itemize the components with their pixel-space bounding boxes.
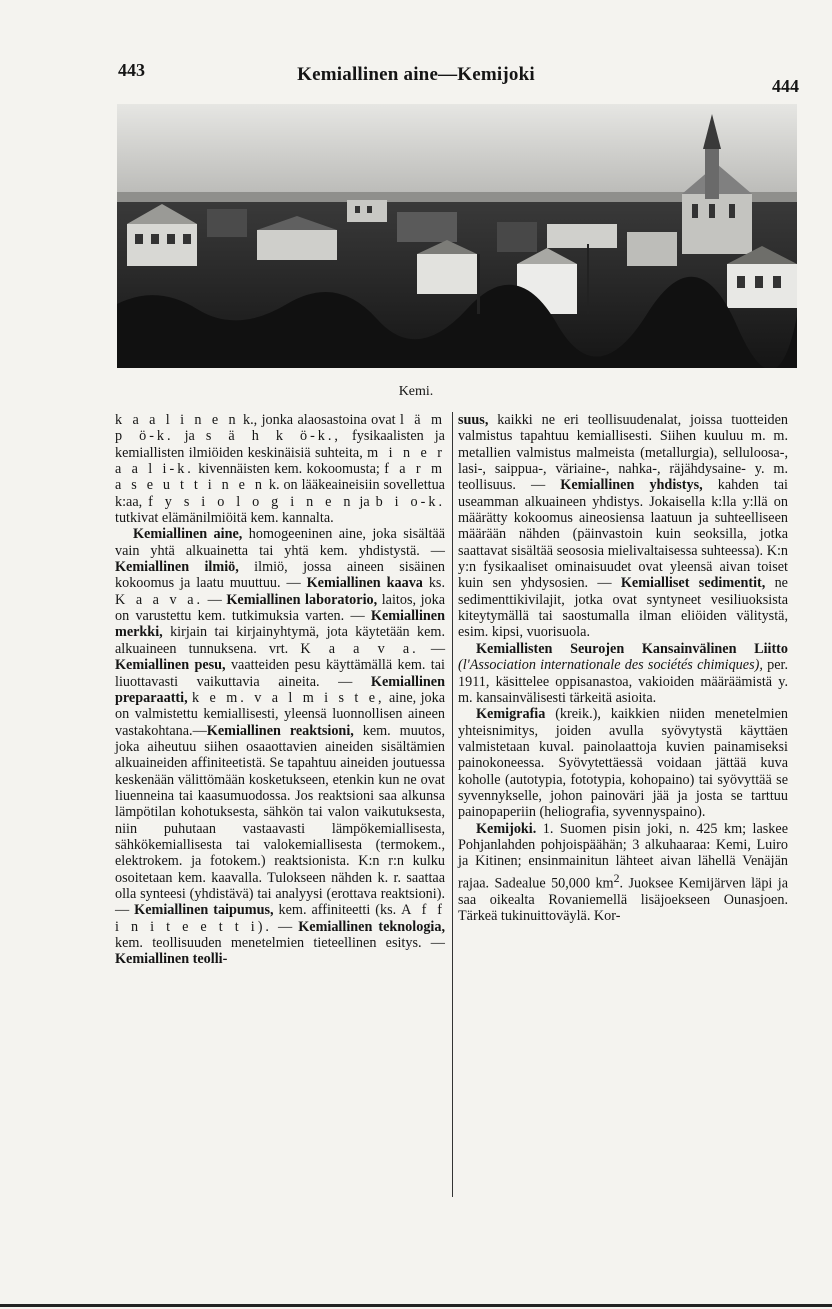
text: (kreik.), kaikkien niiden menetelmien yhteisnimitys, joiden avulla syövytystä käyttäen valmistetaan kuval. painolaattoja kuvien painamiseksi painokoneessa. Syövytettäessä voidaan jättää kuva koholle (autotypia, fototypia, kohopaino) tai syövyttää se syvennykselle, johon painoväri jää ja josta se tarttuu painopaperiin (heliografia, syvennyspaino). xyxy=(458,706,788,821)
text: — xyxy=(271,918,299,935)
entry-headword: Kemiallinen teolli- xyxy=(115,951,228,968)
text: fysikaalisten ja kemiallisten ilmiöiden keskinäisiä suhteita, xyxy=(115,428,445,461)
entry-headword: Kemiallinen kaava xyxy=(306,575,423,592)
entry-headword: Kemiallinen aine, xyxy=(133,526,243,543)
entry-headword: Kemiallinen pesu, xyxy=(115,657,226,674)
cross-reference: K a a v a. xyxy=(300,640,419,657)
entry-headword: Kemiallinen yhdistys, xyxy=(560,477,703,494)
figure-caption: Kemi. xyxy=(398,384,434,399)
text: laitos, joka on varustettu kem. tutkimuksia varten. — xyxy=(115,591,446,625)
text: ja xyxy=(353,493,376,510)
entry-headword: Kemigrafia xyxy=(476,706,546,723)
text: kem. affiniteetti (ks. xyxy=(273,902,402,919)
text: 1. Suomen pisin joki, n. 425 km; laskee Pohjanlahden pohjoispäähän; 3 alkuhaaraa: Kemi, Luiro ja Kitinen; ensinmainitun lähteet aivan lähellä Venäjän rajaa. Sadealue 50,000 km xyxy=(458,820,788,892)
paragraph xyxy=(458,412,788,641)
right-column xyxy=(458,412,788,924)
text: homogeeninen aine, joka sisältää vain yhtä alkuainetta tai yhtä kem. yhdistystä. — xyxy=(115,526,445,559)
text: . Juoksee Kemijärven läpi ja saa oikealta Rovaniemellä lisäjoekseen Ounasjoen. Tärkeä tukinuittoväylä. Kor- xyxy=(458,875,788,925)
term-spaced: b i o-k. xyxy=(375,493,445,510)
text: k. on lääkeaineisiin sovellettua k:aa, xyxy=(115,477,445,510)
term-spaced: k a a l i n e n xyxy=(115,412,239,428)
text: kirjain tai kirjainyhtymä, jota käytetään kem. alkuaineen tunnuksena. vrt. xyxy=(115,624,445,657)
term-spaced: s ä h k ö-k., xyxy=(205,428,341,445)
entry-headword: Kemiallinen teknologia, xyxy=(298,918,445,935)
superscript: 2 xyxy=(613,870,620,885)
term-spaced: f y s i o l o g i n e n xyxy=(148,493,354,510)
text: k., jonka alaosastoina ovat xyxy=(238,412,400,428)
running-head: Kemiallinen aine—Kemijoki xyxy=(297,64,535,85)
entry-headword: Kemiallisten Seurojen Kansainvälinen Liitto xyxy=(476,640,788,657)
entry-headword: suus, xyxy=(458,412,489,428)
text: kahden tai useamman alkuaineen yhdistys. Jokaisella k:lla y:llä on määrätty kokoomus aineosiensa laatuun ja suhteelliseen määrään nähden (päinvastoin kuin seoksilla, jotka saattavat sisältää seososia mielivaltaisessa suhteessa). K:n y:n fysikaaliset ominaisuudet ovat yleensä aivan toiset kuin sen yhdysosien. — xyxy=(458,477,788,592)
entry-headword: Kemiallinen merkki, xyxy=(115,608,445,641)
cross-reference: K a a v a. xyxy=(115,591,204,608)
text: — xyxy=(203,591,227,608)
text: per. 1911, käsittelee oppisanastoa, vakioiden määräämistä y. m. kansainvälisesti tärkeitä asioita. xyxy=(458,657,788,706)
cross-reference: A f f i n i t e e t t i). xyxy=(115,902,445,935)
page-bottom-edge xyxy=(0,1304,832,1307)
entry-headword: Kemiallinen ilmiö, xyxy=(115,559,239,576)
text: kivennäisten kem. kokoomusta; xyxy=(193,461,385,478)
paragraph xyxy=(115,412,445,526)
page-number-right: 444 xyxy=(772,76,799,96)
text: — xyxy=(418,640,446,657)
text: kem. teollisuuden menetelmien tieteellinen esitys. — xyxy=(115,935,445,951)
text: kem. muutos, joka aiheutuu siihen osaaottavien aineiden sisältämien alkuaineiden affiniteetistä. Se tapahtuu aineiden joutuessa keskenään välittömään kosketukseen, etenkin kun ne ovat liuenneina tai kaasumuodossa. Jos reaktsioni saa alkunsa lämpötilan kohotuksesta, sähkön tai valon vaikutuksesta, niin puhutaan vastaavasti lämpökemiallisesta, sähkökemiallisesta tai valokemiallisesta (termokem., elektrokem. ja fotokem.) reaktsionista. K:n r:n kulku osoitetaan kem. kaavalla. Tulokseen nähden k. r. saattaa olla synteesi (yhdistävä) tai analyysi (erottava reaktsioni). — xyxy=(115,722,445,919)
entry-headword: Kemiallinen preparaatti, xyxy=(115,673,445,706)
entry-headword: Kemijoki. xyxy=(476,820,537,837)
text: tutkivat elämänilmiöitä kem. kannalta. xyxy=(115,510,334,527)
term-spaced: k e m. v a l m i s t e, xyxy=(192,689,385,706)
text: aine, joka on valmistettu kemiallisesti, yleensä luonnollisen aineen vastakohtana.— xyxy=(115,689,446,739)
left-column xyxy=(115,412,445,968)
term-spaced: l ä m p ö-k. xyxy=(115,412,445,445)
entry-headword: Kemiallinen laboratorio, xyxy=(226,591,378,608)
text: ks. xyxy=(422,575,445,592)
column-divider xyxy=(452,412,453,1197)
text: kaikki ne eri teollisuudenalat, joissa tuotteiden valmistus tapahtuu kemiallisesti. Siihen kuuluu m. m. metallien valmistus malmeista (metallurgia), selluloosa-, lasi-, saippua-, väriaine-, nahka-, räjähdysaine- y. m. teollisuus. — xyxy=(458,412,788,494)
paragraph xyxy=(458,821,788,925)
entry-headword: Kemiallinen reaktsioni, xyxy=(206,722,354,739)
text: vaatteiden pesu käyttämällä kem. tai liuottavasti vaikuttavia aineita. — xyxy=(115,657,445,690)
entry-headword: Kemialliset sedimentit, xyxy=(620,575,766,592)
kemi-town-photo xyxy=(117,104,797,368)
term-spaced: f a r m a s e u t t i n e n xyxy=(115,461,445,494)
text: ilmiö, jossa aineen sisäinen kokoomus ja laatu muuttuu. — xyxy=(115,559,445,592)
text: ne sedimenttikivilajit, jotka ovat syntyneet vesiliuoksista kiteytymällä tai saostumalla ilman eliöiden välitystä, esim. kipsi, vuorisuola. xyxy=(458,575,788,641)
paragraph xyxy=(458,706,788,820)
page-number-left: 443 xyxy=(118,60,145,80)
paragraph xyxy=(115,526,445,967)
term-spaced: m i n e r a a l i-k. xyxy=(115,444,445,478)
entry-headword: Kemiallinen taipumus, xyxy=(134,902,274,919)
text: ja xyxy=(173,428,206,445)
paragraph xyxy=(458,641,788,706)
foreign-title: (l'Association internationale des sociétés chimiques), xyxy=(458,657,763,674)
